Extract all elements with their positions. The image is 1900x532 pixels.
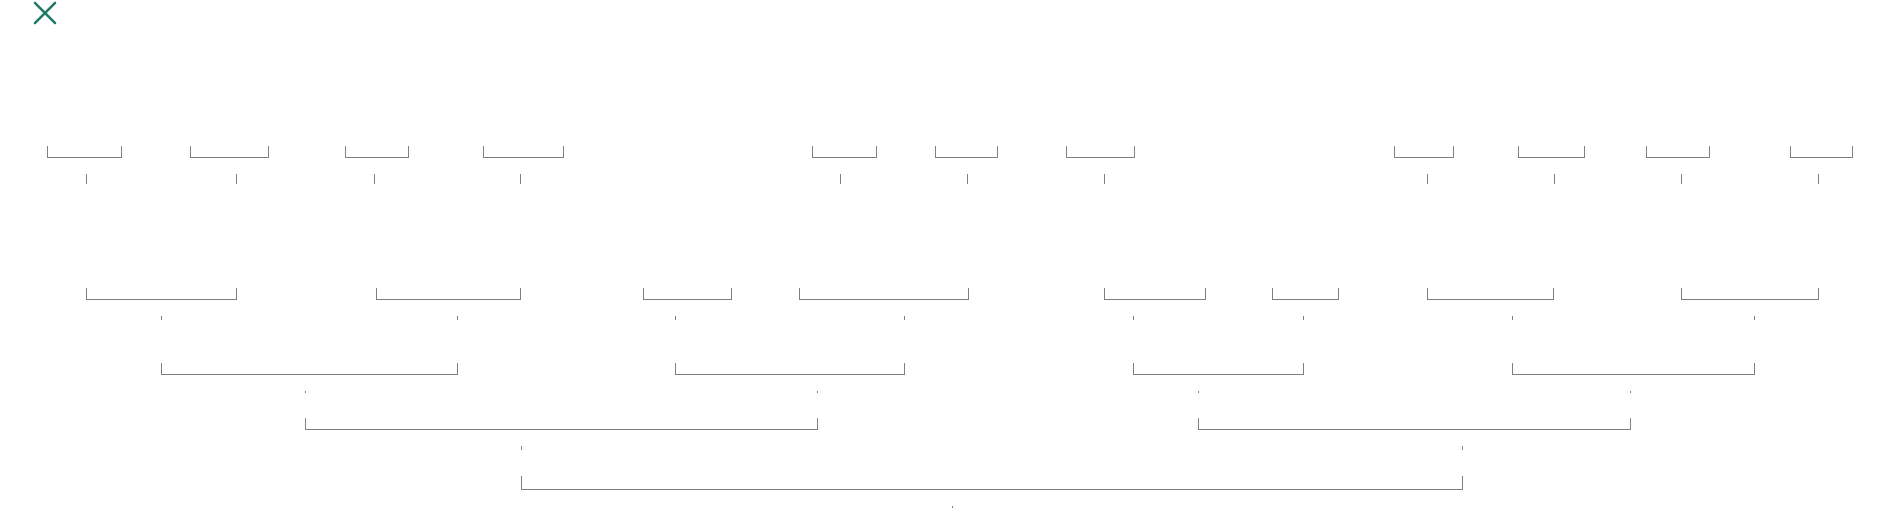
tree-connector-line xyxy=(1584,146,1585,157)
tree-connector-line xyxy=(1198,429,1631,430)
tree-connector-line xyxy=(1681,288,1682,299)
tree-connector-line xyxy=(952,506,953,508)
tree-connector-line xyxy=(1427,288,1428,299)
tree-connector-line xyxy=(1133,316,1134,320)
tree-connector-line xyxy=(643,299,732,300)
tree-connector-line xyxy=(799,299,969,300)
tree-connector-line xyxy=(1104,174,1105,184)
tree-connector-line xyxy=(1512,363,1513,374)
tree-connector-line xyxy=(1852,146,1853,157)
tree-connector-line xyxy=(1790,157,1853,158)
tree-connector-line xyxy=(935,146,936,157)
tree-connector-line xyxy=(1630,418,1631,429)
tree-connector-line xyxy=(521,489,1463,490)
tree-connector-line xyxy=(1104,299,1206,300)
tree-connector-line xyxy=(236,174,237,184)
tree-connector-line xyxy=(305,418,306,429)
tree-connector-line xyxy=(457,316,458,320)
tree-connector-line xyxy=(1630,391,1631,393)
tree-connector-line xyxy=(376,288,377,299)
tree-connector-line xyxy=(408,146,409,157)
tree-connector-line xyxy=(1818,174,1819,184)
tree-connector-line xyxy=(563,146,564,157)
tree-connector-line xyxy=(935,157,998,158)
tree-connector-line xyxy=(520,174,521,184)
tree-connector-line xyxy=(1198,418,1199,429)
tree-connector-line xyxy=(1512,316,1513,320)
tree-connector-line xyxy=(1205,288,1206,299)
tree-connector-line xyxy=(904,316,905,320)
tree-connector-line xyxy=(1518,157,1585,158)
tree-connector-line xyxy=(675,374,905,375)
tree-connector-line xyxy=(1394,146,1395,157)
tree-connector-line xyxy=(1066,146,1067,157)
tree-connector-line xyxy=(876,146,877,157)
tree-connector-line xyxy=(1818,288,1819,299)
tree-connector-line xyxy=(483,146,484,157)
tree-connector-line xyxy=(86,174,87,184)
tree-connector-line xyxy=(190,146,191,157)
tree-connector-line xyxy=(305,391,306,393)
tree-connector-line xyxy=(1133,363,1134,374)
tree-connector-line xyxy=(1462,476,1463,489)
tree-connector-line xyxy=(1427,174,1428,184)
tree-connector-line xyxy=(1518,146,1519,157)
tree-connector-line xyxy=(47,146,48,157)
tree-connector-line xyxy=(1553,288,1554,299)
tree-connector-line xyxy=(1790,146,1791,157)
tree-connector-line xyxy=(1646,157,1710,158)
tree-connector-line xyxy=(1272,299,1339,300)
tree-connector-line xyxy=(1709,146,1710,157)
tree-connector-line xyxy=(1394,157,1454,158)
tree-connector-line xyxy=(1133,374,1304,375)
tree-connector-line xyxy=(799,288,800,299)
tree-connector-line xyxy=(1198,391,1199,393)
tree-connector-line xyxy=(1134,146,1135,157)
tree-connector-line xyxy=(1303,363,1304,374)
tree-connector-line xyxy=(236,288,237,299)
tree-connector-line xyxy=(1104,288,1105,299)
tree-connector-line xyxy=(345,157,409,158)
tree-connector-line xyxy=(1554,174,1555,184)
tree-connector-line xyxy=(968,288,969,299)
tree-connector-line xyxy=(817,418,818,429)
close-icon[interactable] xyxy=(32,0,58,26)
tree-connector-line xyxy=(1754,363,1755,374)
tree-connector-line xyxy=(520,288,521,299)
tree-connector-line xyxy=(997,146,998,157)
tree-connector-line xyxy=(1453,146,1454,157)
tree-connector-line xyxy=(1272,288,1273,299)
tree-connector-line xyxy=(268,146,269,157)
tree-connector-line xyxy=(47,157,122,158)
tree-connector-line xyxy=(190,157,269,158)
tree-connector-line xyxy=(483,157,564,158)
tree-connector-line xyxy=(812,146,813,157)
tree-connector-line xyxy=(161,316,162,320)
tree-connector-line xyxy=(121,146,122,157)
tree-connector-line xyxy=(1303,316,1304,320)
tree-connector-line xyxy=(1512,374,1755,375)
tree-connector-line xyxy=(1681,174,1682,184)
tree-connector-line xyxy=(904,363,905,374)
tree-connector-line xyxy=(812,157,877,158)
tree-connector-line xyxy=(675,363,676,374)
tree-connector-line xyxy=(967,174,968,184)
tree-connector-line xyxy=(345,146,346,157)
tree-connector-line xyxy=(86,288,87,299)
tree-connector-line xyxy=(643,288,644,299)
tree-connector-line xyxy=(731,288,732,299)
tree-connector-line xyxy=(86,299,237,300)
tree-connector-line xyxy=(521,446,522,450)
tree-connector-line xyxy=(457,363,458,374)
tree-connector-line xyxy=(161,374,458,375)
tree-connector-line xyxy=(1681,299,1819,300)
tree-connector-line xyxy=(521,476,522,489)
tree-connector-line xyxy=(161,363,162,374)
tree-connector-line xyxy=(675,316,676,320)
tree-connector-line xyxy=(1066,157,1135,158)
tree-connector-line xyxy=(840,174,841,184)
tree-connector-line xyxy=(817,391,818,393)
tree-connector-line xyxy=(1427,299,1554,300)
tree-connector-line xyxy=(1338,288,1339,299)
tree-connector-line xyxy=(305,429,818,430)
tree-connector-line xyxy=(376,299,521,300)
tree-connector-line xyxy=(1754,316,1755,320)
tree-connector-line xyxy=(1646,146,1647,157)
tree-connector-line xyxy=(1462,446,1463,450)
tree-connector-line xyxy=(374,174,375,184)
